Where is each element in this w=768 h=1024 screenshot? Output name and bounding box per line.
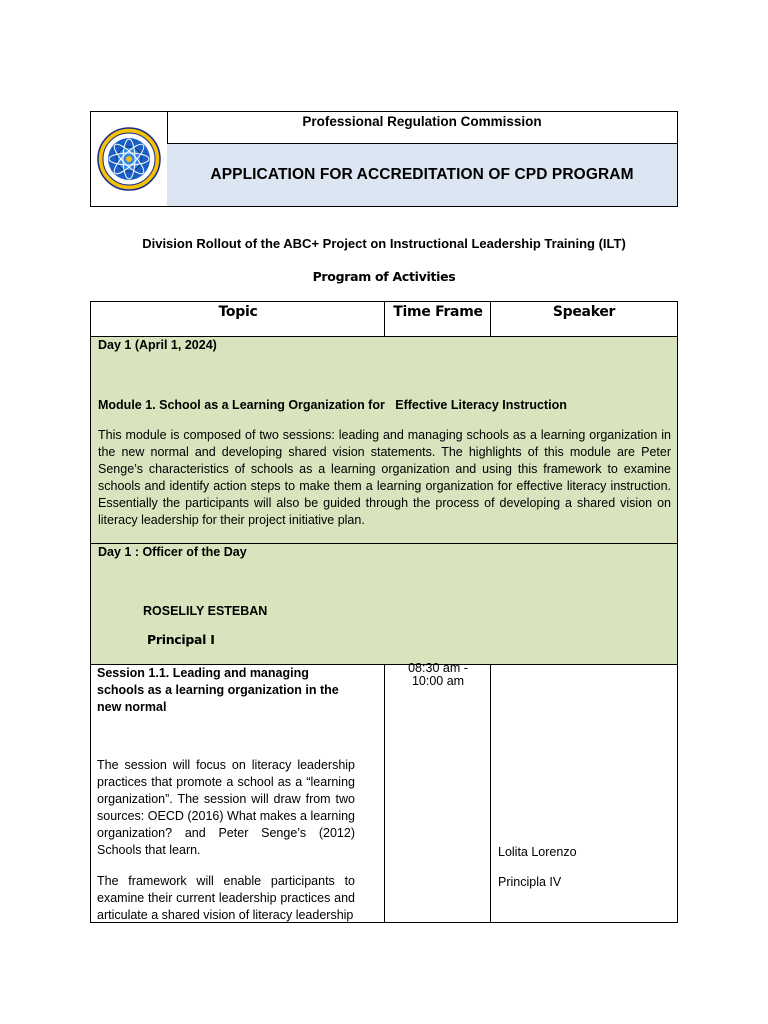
session-title: Session 1.1. Leading and managing schools as a learning organization in the new normal <box>97 666 339 714</box>
program-label: Program of Activities <box>312 269 456 284</box>
session-description-1: The session will focus on literacy leadership practices that promote a school as a “learning organization”. The session will draw from two sources: OECD (2016) What makes a learning organization? and Peter Senge’s (2012) Schools that learn. <box>97 758 355 857</box>
session-time-frame <box>385 662 491 688</box>
day1-label: Day 1 (April 1, 2024) <box>98 338 217 352</box>
logo-cell <box>91 112 168 206</box>
module-description: This module is composed of two sessions: leading and managing schools as a learning organization in the new normal and developing shared vision statements. The highlights of this module are Peter Senge’s characteristics of schools as a learning organization and using this framework to examine schools and identify action steps to make them a learning organization for effective literacy instruction. Essentially the participants will also be guided through the process of developing a shared vision on literacy leadership for their project initiative plan. <box>98 428 671 527</box>
officer-of-day-row <box>91 544 677 665</box>
time-end: 10:00 am <box>411 674 465 688</box>
day1-module-row <box>91 337 677 544</box>
officer-name: ROSELILY ESTEBAN <box>143 604 268 618</box>
time-start: 08:30 am - <box>408 661 468 675</box>
session-row <box>91 661 677 922</box>
session-description-2: The framework will enable participants to examine their current leadership practices and articulate a shared vision of literacy leadership <box>97 874 355 922</box>
speaker-name: Lolita Lorenzo <box>498 845 577 859</box>
speaker-position: Principla IV <box>498 875 562 889</box>
header-table <box>90 111 678 207</box>
header-divider <box>384 302 385 337</box>
prc-seal-icon <box>97 127 161 191</box>
column-divider <box>384 665 385 922</box>
officer-position: Principal I <box>147 632 215 647</box>
header-divider <box>490 302 491 337</box>
column-divider <box>490 665 491 922</box>
officer-label: Day 1 : Officer of the Day <box>98 545 247 559</box>
application-title: APPLICATION FOR ACCREDITATION OF CPD PROGRAM <box>167 144 677 206</box>
document-subtitle: Division Rollout of the ABC+ Project on Instructional Leadership Training (ILT) <box>142 236 626 251</box>
column-header-speaker: Speaker <box>491 302 677 337</box>
column-header-topic: Topic <box>91 302 385 337</box>
organization-name: Professional Regulation Commission <box>167 112 677 144</box>
program-table <box>90 301 678 923</box>
column-header-time-frame: Time Frame <box>385 302 491 337</box>
module-title: Module 1. School as a Learning Organization for Effective Literacy Instruction <box>98 398 567 412</box>
